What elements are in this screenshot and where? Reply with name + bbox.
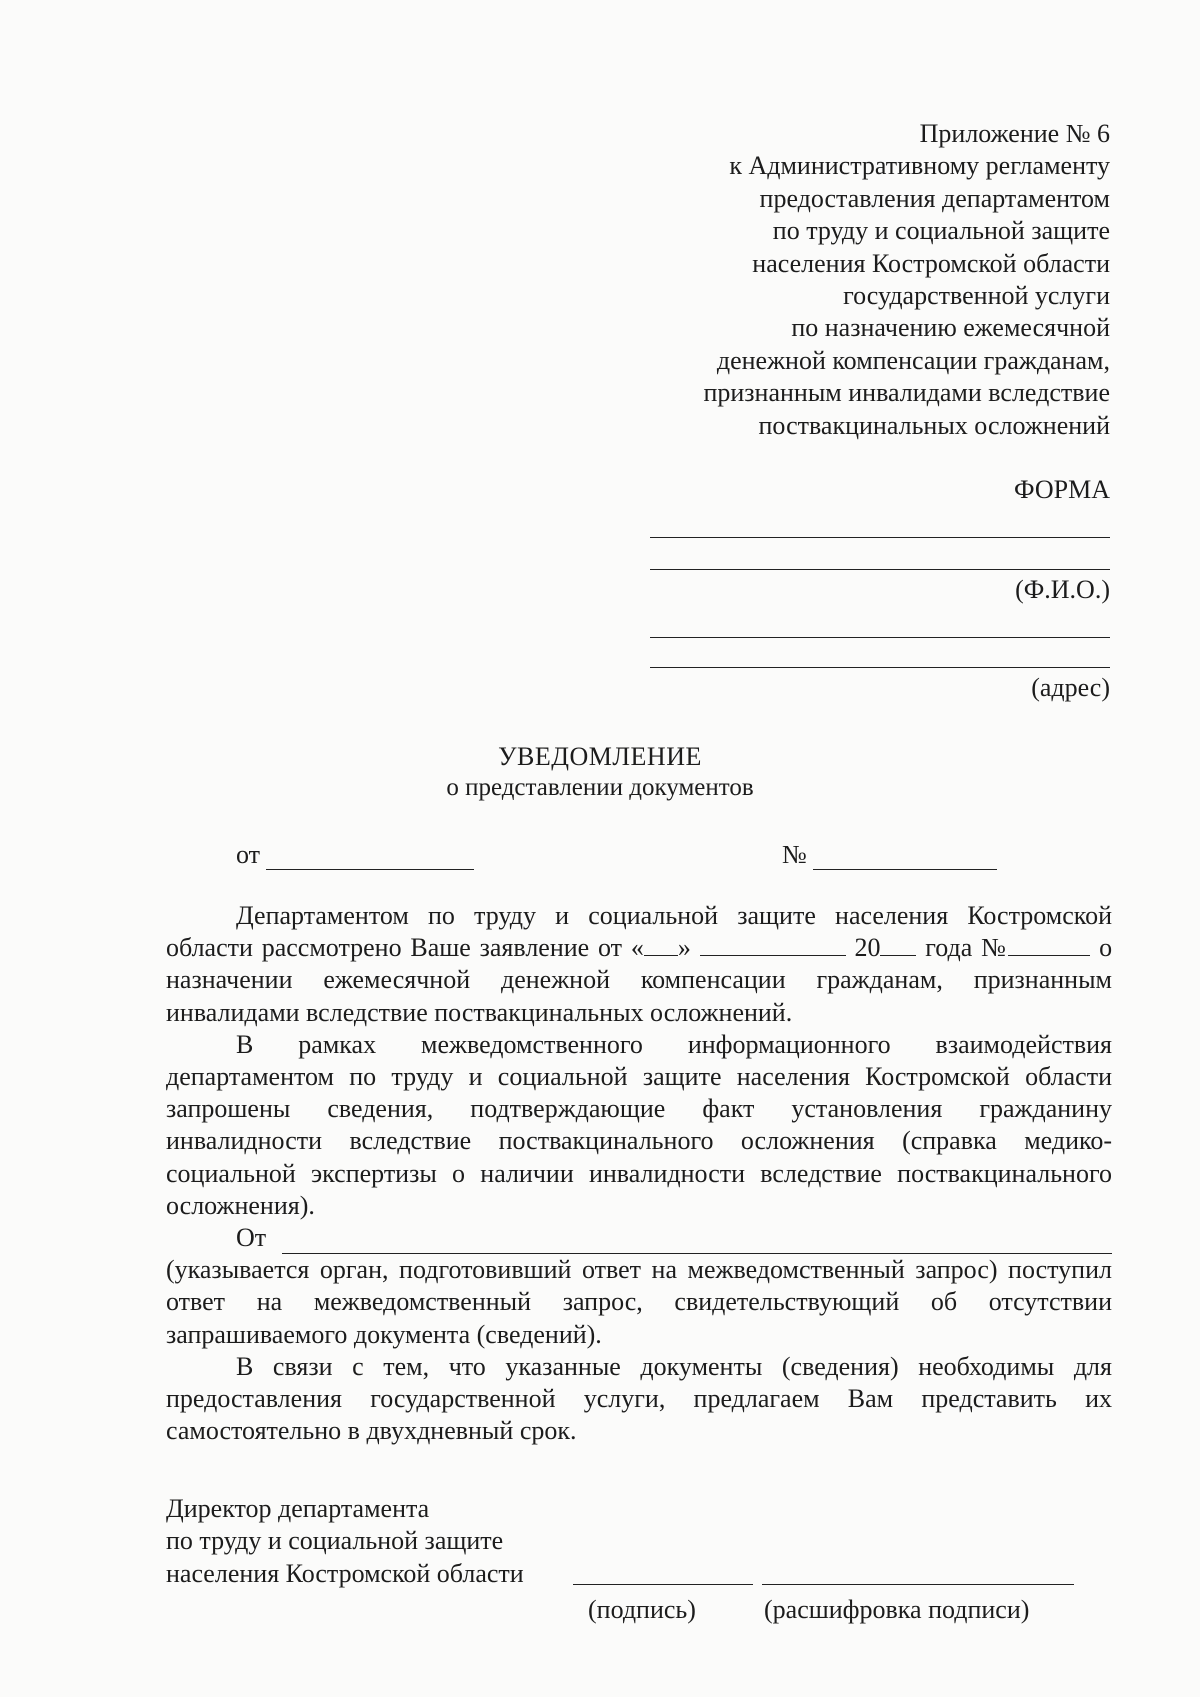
p1-text: Департаментом по труду и социальной защите населения Костромской области рассмотрено Ваше заявление от « bbox=[166, 901, 1112, 963]
month-blank bbox=[700, 933, 846, 956]
signature-block bbox=[166, 1493, 524, 1590]
paragraph-2: В рамках межведомственного информационного взаимодействия департаментом по труду и социальной защите населения Костромской области запрошены сведения, подтверждающие факт установления гражданину инвалидности вследствие поствакцинального осложнения (справка медико-социальной экспертизы о наличии инвалидности вследствие поствакцинального осложнения). bbox=[166, 1029, 1112, 1220]
sign-caption: (подпись) bbox=[588, 1595, 696, 1624]
fio-line-2 bbox=[650, 569, 1110, 570]
p1-year-word: года bbox=[925, 933, 973, 963]
appendix-line: денежной компенсации гражданам, bbox=[716, 345, 1110, 375]
form-label: ФОРМА bbox=[1014, 475, 1110, 504]
ref-date-blank bbox=[266, 845, 474, 870]
fio-caption: (Ф.И.О.) bbox=[1015, 575, 1110, 604]
p1-year-prefix: 20 bbox=[854, 933, 881, 963]
signature-line: по труду и социальной защите bbox=[166, 1526, 504, 1556]
address-line-1 bbox=[650, 637, 1110, 638]
signature-line: населения Костромской области bbox=[166, 1558, 524, 1588]
ref-date bbox=[236, 840, 474, 870]
document-title: УВЕДОМЛЕНИЕ bbox=[498, 742, 702, 771]
ref-number-label: № bbox=[782, 840, 807, 869]
p1-text-end: о назначении ежемесячной денежной компенсации гражданам, признанным инвалидами вследствие поствакцинальных осложнений. bbox=[166, 933, 1113, 1027]
appendix-line: поствакцинальных осложнений bbox=[758, 410, 1110, 440]
agency-label: От bbox=[236, 1223, 267, 1253]
appendix-line: предоставления департаментом bbox=[759, 183, 1110, 213]
address-caption: (адрес) bbox=[1031, 673, 1110, 702]
appendix-line: по назначению ежемесячной bbox=[791, 313, 1110, 343]
ref-number bbox=[782, 840, 997, 870]
appendix-block bbox=[703, 118, 1110, 442]
appendix-line: государственной услуги bbox=[843, 281, 1110, 311]
paragraph-1 bbox=[166, 900, 1112, 1029]
year-blank bbox=[880, 933, 916, 956]
notice-body bbox=[166, 900, 1112, 1447]
appendix-line: населения Костромской области bbox=[752, 248, 1110, 278]
p1-quote: » bbox=[677, 933, 691, 963]
agency-line bbox=[166, 1222, 1112, 1254]
appendix-line: Приложение № 6 bbox=[919, 119, 1110, 148]
paragraph-3: (указывается орган, подготовивший ответ на межведомственный запрос) поступил ответ на межведомственный запрос, свидетельствующий об отсутствии запрашиваемого документа (сведений). bbox=[166, 1255, 1112, 1349]
appendix-line: по труду и социальной защите bbox=[772, 216, 1110, 246]
address-line-2 bbox=[650, 667, 1110, 668]
ref-number-blank bbox=[813, 845, 997, 870]
sign-blank bbox=[573, 1584, 753, 1585]
paragraph-4: В связи с тем, что указанные документы (сведения) необходимы для предоставления государственной услуги, предлагаем Вам представить их самостоятельно в двухдневный срок. bbox=[166, 1351, 1112, 1446]
appendix-line: к Административному регламенту bbox=[729, 151, 1110, 181]
fio-line-1 bbox=[650, 537, 1110, 538]
document-subtitle: о представлении документов bbox=[446, 774, 754, 801]
agency-blank bbox=[282, 1229, 1112, 1254]
signature-line: Директор департамента bbox=[166, 1494, 430, 1523]
day-blank bbox=[644, 933, 678, 956]
appendix-line: признанным инвалидами вследствие bbox=[703, 378, 1110, 408]
sign-decode-caption: (расшифровка подписи) bbox=[764, 1595, 1030, 1624]
application-number-blank bbox=[1008, 933, 1090, 956]
p1-number-sign: № bbox=[981, 933, 1009, 963]
sign-decode-blank bbox=[762, 1584, 1074, 1585]
ref-date-label: от bbox=[236, 840, 261, 869]
